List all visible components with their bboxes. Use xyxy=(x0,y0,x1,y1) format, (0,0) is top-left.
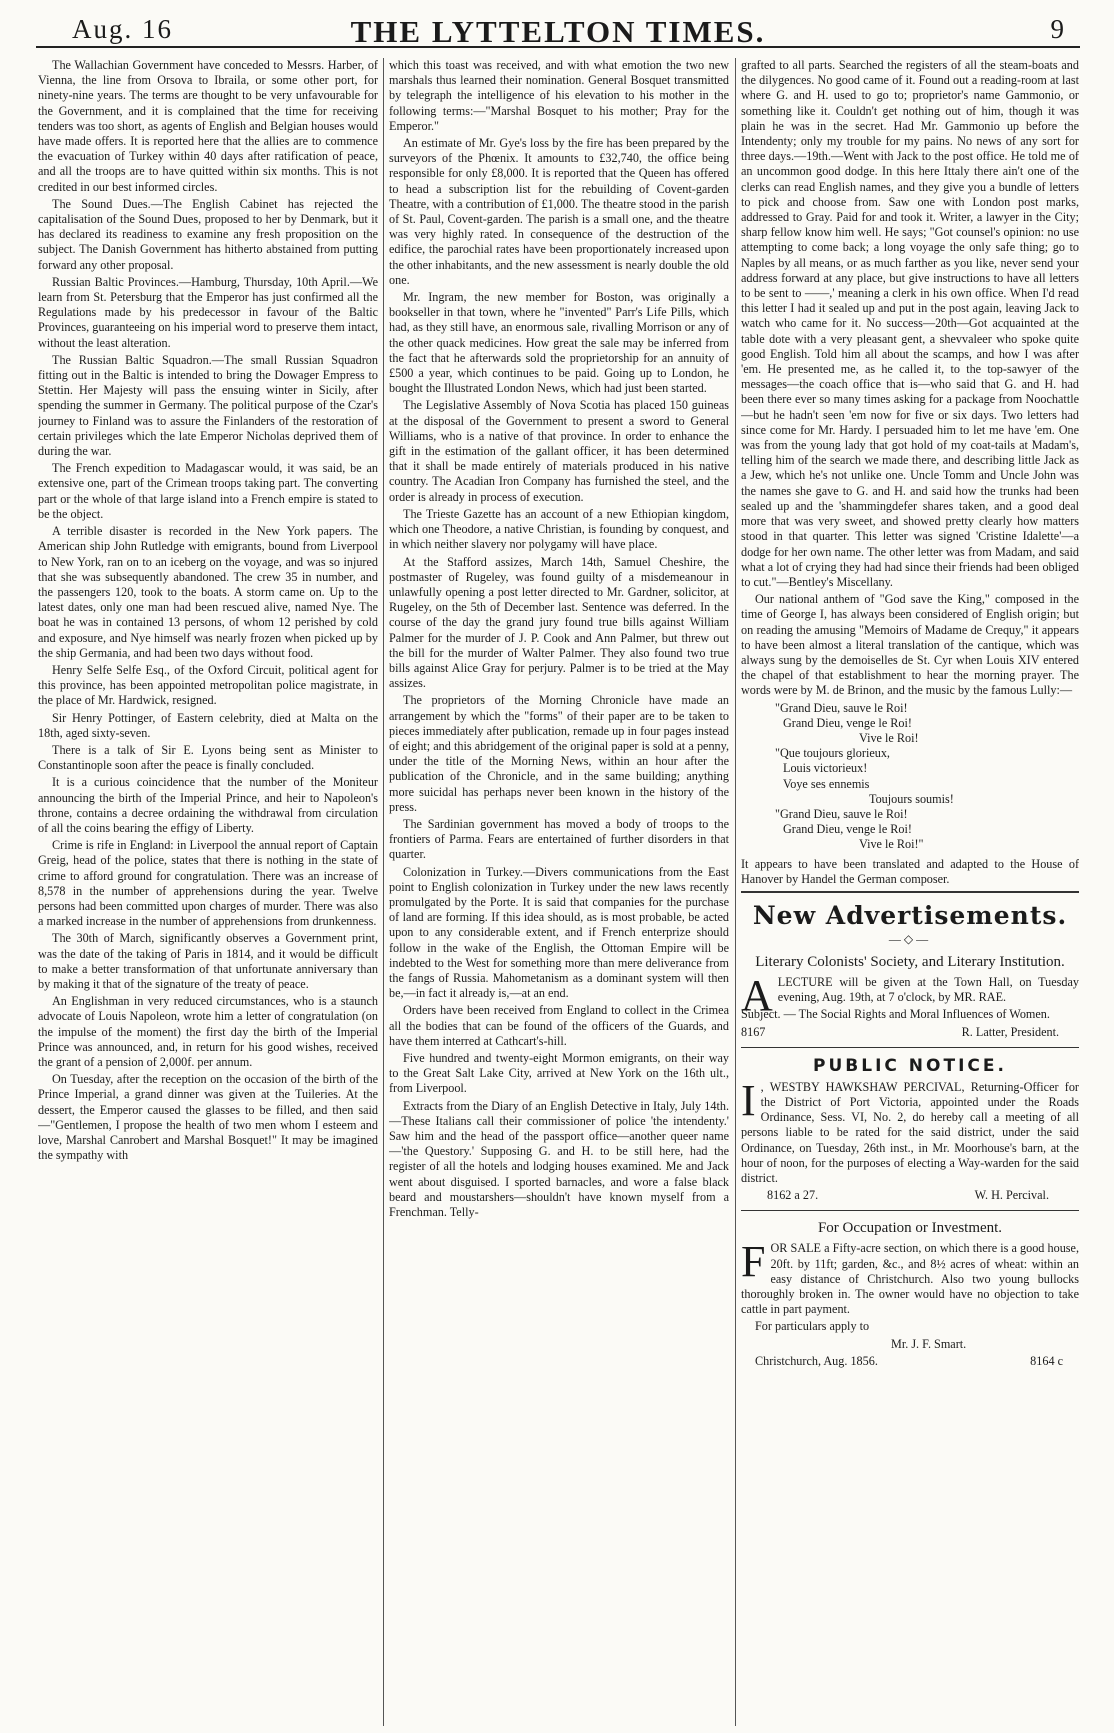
verse-line: Voye ses ennemis xyxy=(783,776,870,791)
lecture-ad-title: Literary Colonists' Society, and Literary Institution. xyxy=(755,953,1065,970)
section-divider xyxy=(741,891,1079,893)
column-rule xyxy=(383,58,384,1726)
ad-number: 8167 xyxy=(741,1024,766,1039)
article-paragraph: At the Stafford assizes, March 14th, Samuel Cheshire, the postmaster of Rugeley, was found guilty of a misdemeanour in unlawfully opening a post letter directed to Mr. Gardner, solicitor, at Rugeley, on the 5th of December last. Sentence was deferred. In the course of the day the grand jury found true bills against William Palmer for the murder of J. P. Cook and Ann Palmer, but threw out the bill for the murder of Walter Palmer. They also found two true bills against Alice Gray for perjury. Palmer is to be tried at the May assizes. xyxy=(389,554,729,691)
ad-number: 8162 a 27. xyxy=(767,1188,819,1203)
article-paragraph: A terrible disaster is recorded in the New York papers. The American ship John Rutledge with emigrants, bound from Liverpool to New York, ran on to an iceberg on the voyage, and was so injured that she was subsequently abandoned. The crew 35 in number, and the passengers 120, took to the boats. A storm came on. Up to the latest dates, only one man had been rescued alive, named Nye. The boat he was in contained 13 persons, of whom 12 perished by cold and exposure, and Nye himself was nearly frozen when picked up by the ship Germania, and had been two days without food. xyxy=(38,524,378,660)
article-paragraph: It appears to have been translated and adapted to the House of Hanover by Handel the German composer. xyxy=(741,856,1079,886)
verse-line: Vive le Roi!" xyxy=(859,837,924,852)
ad-number: 8164 c xyxy=(1030,1353,1063,1368)
article-paragraph: The Trieste Gazette has an account of a new Ethiopian kingdom, which one Theodore, a native Christian, is founding by conquest, and in which neither slavery nor polygamy will have place. xyxy=(389,506,729,552)
article-paragraph: The proprietors of the Morning Chronicle have made an arrangement by which the "forms" of their paper are to be taken to pieces immediately after publication, remade up in four pages instead of eight; and this abridgement of the original paper is sold at a penny, under the title of the Morning News, within an hour after the publication of the Chronicle, and in the same building; anything more suicidal has perhaps never been known in the history of the press. xyxy=(389,693,729,814)
public-notice-title: PUBLIC NOTICE. xyxy=(813,1055,1007,1076)
public-notice-text: , WESTBY HAWKSHAW PERCIVAL, Returning-Officer for the District of Port Victoria, appointed under the Roads Ordinance, Sess. VI, No. 2, do hereby call a meeting of all persons liable to be rated for the said district, under the said Ordinance, on Tuesday, 26th inst., in Mr. Moorhouse's barn, at the hour of noon, for the purposes of electing a Way-warden for the said district. xyxy=(741,1079,1079,1185)
page-number: 9 xyxy=(1050,14,1064,44)
article-paragraph: Crime is rife in England: in Liverpool the annual report of Captain Greig, head of the police, states that there is nothing in the state of crime to afford ground for congratulation. There was an increase of 8,578 in the number of apprehensions during the year. Twelve persons had been committed upon charges of murder. There was also a marked increase in the number of apprehensions from drunkenness. xyxy=(38,838,378,929)
article-paragraph: Colonization in Turkey.—Divers communications from the East point to English colonization in Turkey under the new laws recently promulgated by the Porte. It is said that companies for the purchase of land are forming. If this idea should, as is most probable, be acted upon to any considerable extent, and if French enterprize should follow in the wake of the English, the Ottoman Empire will be indebted to the West for something more than mere deliverance from the fangs of Russia. Mahometanism as a dominant system will then be,—in fact it already is,—at an end. xyxy=(389,864,729,1001)
sale-agent: Mr. J. F. Smart. xyxy=(891,1336,967,1351)
verse-line: "Que toujours glorieux, xyxy=(775,746,890,761)
article-paragraph: The Sardinian government has moved a body of troops to the frontiers of Parma. Fears are entertained of further disorders in that quarter. xyxy=(389,816,729,862)
sale-ad-text: OR SALE a Fifty-acre section, on which there is a good house, 20ft. by 11ft; garden, &c., and 8½ acres of wheat: within an easy distance of Christchurch. Also two young bullocks thoroughly broken in. The owner would have no objection to take cattle in part payment. xyxy=(741,1241,1079,1317)
article-paragraph: which this toast was received, and with what emotion the two new marshals thus learned their nomination. General Bosquet transmitted by telegraph the intelligence of his elevation to his mother in the following terms:—"Marshal Bosquet to his mother; Pray for the Emperor." xyxy=(389,58,729,133)
public-notice-footer xyxy=(741,1188,1079,1203)
article-paragraph: The French expedition to Madagascar would, it was said, be an extensive one, part of the Crimean troops taking part. The converting part or the whole of that large island into a French empire is stated to be the object. xyxy=(38,461,378,521)
sale-place-date: Christchurch, Aug. 1856. xyxy=(755,1353,878,1368)
article-paragraph: The Sound Dues.—The English Cabinet has rejected the capitalisation of the Sound Dues, proposed to her by Denmark, but it has declared its readiness to examine any fresh proposition on the subject. The Danish Government has hitherto abstained from putting forward any other proposal. xyxy=(38,196,378,272)
article-paragraph: The Wallachian Government have conceded to Messrs. Harber, of Vienna, the line from Orsova to Ibraila, or some other port, for ninety-nine years. The terms are thought to be very unfavourable for the Government, and it is complained that the time for receiving tenders was too short, as agents of English and Belgian houses would have made offers. It is reported here that the allies are to commence the evacuation of Turkey within 40 days after ratification of peace, and all the troops are to have quitted within six months. This is not credited in our best informed circles. xyxy=(38,58,378,194)
verse-line: Vive le Roi! xyxy=(859,730,919,745)
sale-apply-line: For particulars apply to xyxy=(755,1319,870,1334)
verse-line: Toujours soumis! xyxy=(869,791,954,806)
article-paragraph: Five hundred and twenty-eight Mormon emigrants, on their way to the Great Salt Lake City, arrived at New York on the 16th ult., from Liverpool. xyxy=(389,1051,729,1096)
lecture-subject: Subject. — The Social Rights and Moral Influences of Women. xyxy=(741,1007,1050,1022)
column-2 xyxy=(389,58,729,1726)
article-paragraph: Henry Selfe Selfe Esq., of the Oxford Circuit, political agent for this province, has been appointed metropolitan police magistrate, in the place of Mr. Hardwick, resigned. xyxy=(38,662,378,708)
verse-line: "Grand Dieu, sauve le Roi! xyxy=(775,806,908,821)
article-paragraph: An Englishman in very reduced circumstances, who is a staunch advocate of Louis Napoleon, wrote him a letter of congratulation (on the impulse of the moment) the first day the birth of the Imperial Prince was announced, and, in return for his good wishes, received the grant of a pension of 2,000f. per annum. xyxy=(38,994,378,1069)
article-paragraph: The Russian Baltic Squadron.—The small Russian Squadron fitting out in the Baltic is intended to bring the Dowager Empress to Stettin. Her Majesty will pass the ensuing winter in Sicily, after spending the summer in Germany. The political purpose of the Czar's journey to Finland was to assure the Finlanders of the restoration of certain privileges which the late Emperor Nicholas deprived them of during the war. xyxy=(38,352,378,459)
article-paragraph: Mr. Ingram, the new member for Boston, was originally a bookseller in that town, where he "invented" Parr's Life Pills, which had, as they still have, an enormous sale, rivalling Morrison or any of the other quack medicines. How great the sale may be inferred from the fact that he afterwards sold the proprietorship for an annuity of £500 a year, which continues to be paid. Going up to London, he bought the Illustrated London News, which had just been started. xyxy=(389,290,729,396)
article-paragraph: An estimate of Mr. Gye's loss by the fire has been prepared by the surveyors of the Phœnix. It amounts to £32,740, the office being responsible for only £8,000. It is reported that the Queen has offered to head a subscription list for the rebuilding of Covent-garden Theatre, with a contribution of £1,000. The theatre stood in the parish of St. Paul, Covent-garden. The parish is a small one, and the theatre was very highly rated. In consequence of the destruction of the edifice, the parochial rates have been proportionately increased upon the other inhabitants, and the new assessment is nearly double the old one. xyxy=(389,136,729,287)
article-paragraph: There is a talk of Sir E. Lyons being sent as Minister to Constantinople soon after the peace is finally concluded. xyxy=(38,742,378,773)
ornament-divider: —◇— xyxy=(888,931,932,946)
issue-date: Aug. 16 xyxy=(72,14,173,44)
article-paragraph: Orders have been received from England to collect in the Crimea all the bodies that can be found of the officers of the Guards, and have them interred at Cathcart's-hill. xyxy=(389,1003,729,1048)
lecture-ad-text: LECTURE will be given at the Town Hall, on Tuesday evening, Aug. 19th, at 7 o'clock, by MR. RAE. xyxy=(777,974,1079,1005)
article-paragraph: The Legislative Assembly of Nova Scotia has placed 150 guineas at the disposal of the Government to present a sword to General Williams, who is a native of that province. In order to enhance the gift in the estimation of the gallant officer, it has been determined that it shall be made entirely of materials produced in his native country. The Acadian Iron Company has furnished the steel, and the order is already in process of execution. xyxy=(389,398,729,504)
drop-cap: I xyxy=(741,1075,756,1125)
drop-cap: F xyxy=(741,1237,766,1287)
verse-line: Grand Dieu, venge le Roi! xyxy=(783,715,912,730)
ad-divider xyxy=(741,1047,1079,1048)
article-paragraph: grafted to all parts. Searched the registers of all the steam-boats and the dilygences. No good came of it. Found out a reading-room at last where G. and H. used to go to; proprietor's name Gammonio, or something like it. Couldn't get nothing out of him, though it was plain he was in the secret. Had Mr. Gammonio up before the Intendenty; only my trouble for my pains. No news of any sort for three days.—19th.—Went with Jack to the post office. He told me of an uncommon good dodge. In this here Ittaly there ain't one of the clerks can read English names, and they give you a bundle of letters to pick and choose from. Saw one with London post marks, addressed to Gray. Paid for and took it. Writer, a lawyer in the City; sharp fellow know him well. He says; "Got counsel's opinion: no use attempting to come back; a long voyage the only safe thing; go to Naples by all means, or as much farther as you like, never send your address forward at any place, but give instructions to have all letters to be sent to ——,' meaning a clerk in his own office. When I'd read this letter I had it sealed up and put in the post again, leaving Jack to watch who came for it. No success—20th—Got acquainted at the table dote with a very pleasant gent, a shevvaleer who spoke quite good English. Told him all about the scamps, and how I was after 'em. He presented me, as he called it, to the top-sawyer of the messages—the coach office that is—who said that G. and H. had been there ever so many times asking for a package from Noochattle—but he hadn't seen 'em now for five or six days. Two letters had since come for Mr. Hardy. I persuaded him to let me have 'em. One was from the young lady that got hold of my coat-tails at Madam's, telling him of the search we made there, and describing little Jack as a Jew, which he's not unlike one. Uncle Tomm and Uncle John was the names she gave to G. and H. and said how the trunks had been sealed up and the 'shammingdefer shares taken, and a good deal more that was very sweet, and showed pretty clearly how matters stood in that quarter. This letter was signed 'Cristine Idalette'—a dodge for her own name. The other letter was from Madam, and said what a lot of crying they had had since their friends had been obliged to cut."—Bentley's Miscellany. xyxy=(741,58,1079,589)
article-paragraph: The 30th of March, significantly observes a Government print, was the date of the taking of Paris in 1814, and it would be difficult to make a better transformation of that unfortunate anniversary than by making it that of the signature of the treaty of peace. xyxy=(38,931,378,991)
verse-line: "Grand Dieu, sauve le Roi! xyxy=(775,700,908,715)
lecture-ad-footer xyxy=(741,1025,1079,1040)
article-paragraph: On Tuesday, after the reception on the occasion of the birth of the Prince Imperial, a grand dinner was given at the Tuileries. At the dessert, the Emperor caused the glasses to be filled, and then said—"Gentlemen, I propose the health of two men whom I esteem and love, Marshal Canrobert and Marshal Bosquet!" It may be imagined the sympathy with xyxy=(38,1072,378,1163)
anthem-verse xyxy=(741,701,1079,853)
column-1 xyxy=(38,58,378,1726)
ad-divider xyxy=(741,1210,1079,1211)
ad-signature: R. Latter, President. xyxy=(961,1024,1059,1039)
column-rule xyxy=(735,58,736,1726)
article-paragraph: Extracts from the Diary of an English Detective in Italy, July 14th.—These Italians call their commissioner of police 'the intendenty.' Saw him and the head of the passport office—another queer name—'the Questory.' Supposing G. and H. to be still here, had the register of all the hotels and lodging houses examined. Me and Jack went about disguised. I sported barnacles, and wore a false black beard and moustarshers—shouldn't have known myself from a Frenchman. Telly- xyxy=(389,1098,729,1220)
column-3 xyxy=(741,58,1079,1726)
advertisements-heading: New Advertisements. xyxy=(752,900,1068,930)
verse-line: Grand Dieu, venge le Roi! xyxy=(783,822,912,837)
sale-ad-footer xyxy=(741,1354,1079,1369)
article-paragraph: It is a curious coincidence that the number of the Moniteur announcing the birth of the Imperial Prince, and heir to Napoleon's throne, contains a decree ordaining the withdrawal from circulation of all the coins bearing the effigy of Liberty. xyxy=(38,775,378,835)
newspaper-title: THE LYTTELTON TIMES. xyxy=(350,14,766,49)
ad-signature: W. H. Percival. xyxy=(974,1188,1049,1203)
drop-cap: A xyxy=(741,970,773,1020)
sale-ad-body xyxy=(741,1237,1079,1317)
article-paragraph: Russian Baltic Provinces.—Hamburg, Thursday, 10th April.—We learn from St. Petersburg that the Emperor has just confirmed all the Regulations made by his predecessor in favour of the Baltic Provinces, guaranteeing on his imperial word to preserve them intact, without the least alteration. xyxy=(38,274,378,350)
article-paragraph: Sir Henry Pottinger, of Eastern celebrity, died at Malta on the 18th, aged sixty-seven. xyxy=(38,710,378,740)
page-header xyxy=(36,12,1080,48)
public-notice-body xyxy=(741,1075,1079,1186)
sale-ad-title: For Occupation or Investment. xyxy=(817,1220,1003,1237)
verse-line: Louis victorieux! xyxy=(783,761,868,776)
article-paragraph: Our national anthem of "God save the King," composed in the time of George I, has always been considered of English origin; but on reading the amusing "Memoirs of Madame de Crequy," it appears to have been almost a literal translation of the cantique, which was always sung by the demoiselles de St. Cyr when Louis XIV entered the chapel of that establishment to hear the morning prayer. The words were by M. de Brinon, and the music by the famous Lully:— xyxy=(741,592,1079,698)
